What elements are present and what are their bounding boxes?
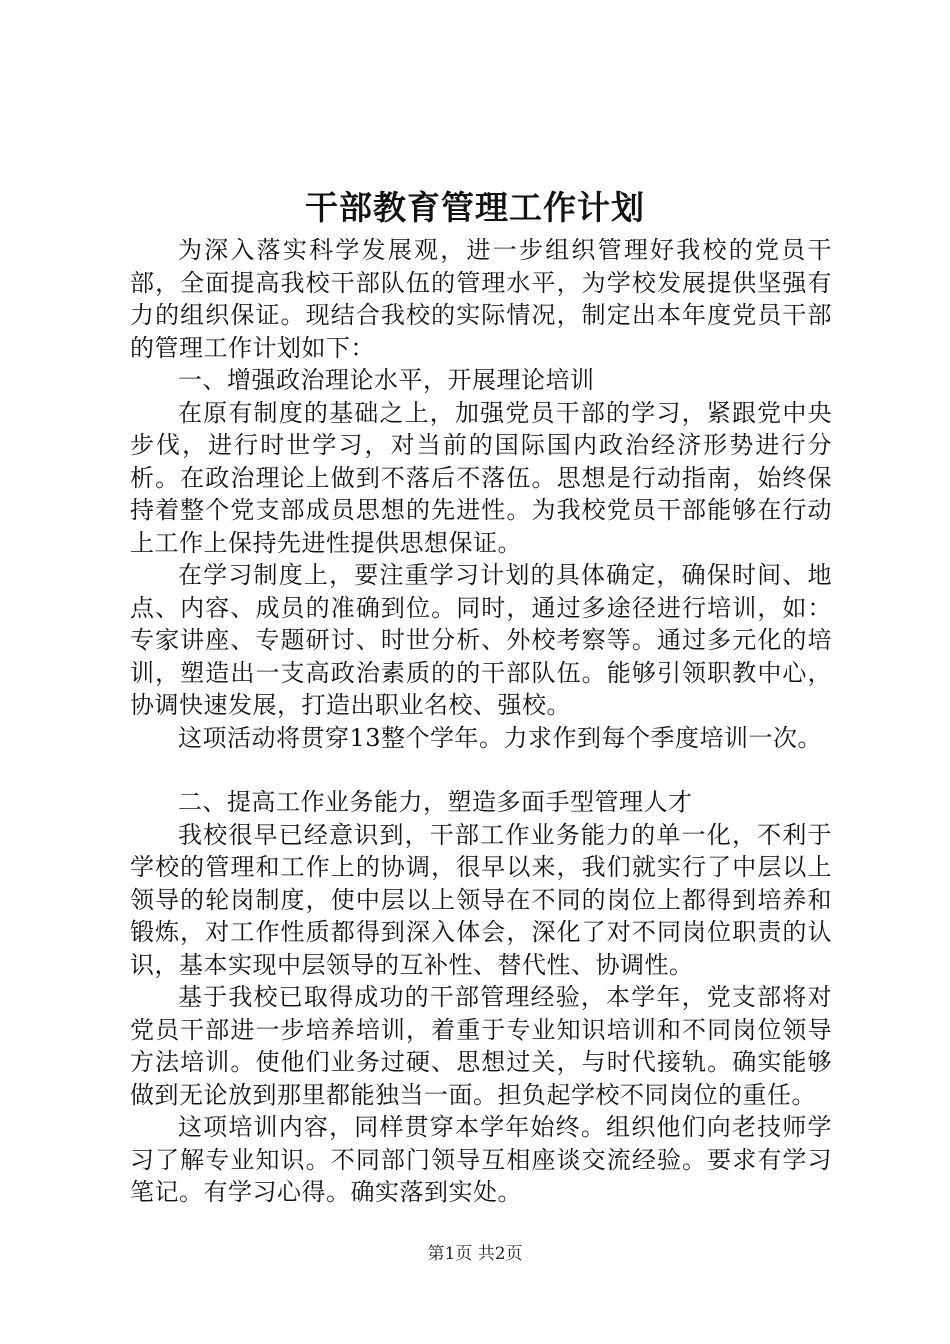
paragraph-section1-a: 在原有制度的基础之上，加强党员干部的学习，紧跟党中央步伐，进行时世学习，对当前的国际国内政治经济形势进行分析。在政治理论上做到不落后不落伍。思想是行动指南，始终保持着整个党支部成员思想的先进性。为我校党员干部能够在行动上工作上保持先进性提供思想保证。 (130, 398, 832, 557)
paragraph-section2-c: 这项培训内容，同样贯穿本学年始终。组织他们向老技师学习了解专业知识。不同部门领导互相座谈交流经验。要求有学习笔记。有学习心得。确实落到实处。 (130, 1113, 832, 1206)
paragraph-section2-a: 我校很早已经意识到，干部工作业务能力的单一化，不利于学校的管理和工作上的协调，很早以来，我们就实行了中层以上领导的轮岗制度，使中层以上领导在不同的岗位上都得到培养和锻炼，对工作性质都得到深入体会，深化了对不同岗位职责的认识，基本实现中层领导的互补性、替代性、协调性。 (130, 820, 832, 979)
section-heading-2: 二、提高工作业务能力，塑造多面手型管理人才 (178, 788, 693, 816)
paragraph-section1-c: 这项活动将贯穿13整个学年。力求作到每个季度培训一次。 (178, 723, 823, 752)
section-heading-1: 一、增强政治理论水平，开展理论培训 (178, 366, 595, 394)
paragraph-section2-b: 基于我校已取得成功的干部管理经验，本学年，党支部将对党员干部进一步培养培训，着重于专业知识培训和不同岗位领导方法培训。使他们业务过硬、思想过关，与时代接轨。确实能够做到无论放到那里都能独当一面。担负起学校不同岗位的重任。 (130, 983, 832, 1109)
paragraph-intro: 为深入落实科学发展观，进一步组织管理好我校的党员干部，全面提高我校干部队伍的管理水平，为学校发展提供坚强有力的组织保证。现结合我校的实际情况，制定出本年度党员干部的管理工作计划如下： (130, 236, 832, 362)
document-title: 干部教育管理工作计划 (305, 188, 645, 227)
document-body (130, 234, 832, 1209)
page-footer: 第1页 共2页 (427, 1244, 523, 1264)
paragraph-section1-b: 在学习制度上，要注重学习计划的具体确定，确保时间、地点、内容、成员的准确到位。同时，通过多途径进行培训，如：专家讲座、专题研讨、时世分析、外校考察等。通过多元化的培训，塑造出一支高政治素质的的干部队伍。能够引领职教中心，协调快速发展，打造出职业名校、强校。 (130, 561, 832, 719)
